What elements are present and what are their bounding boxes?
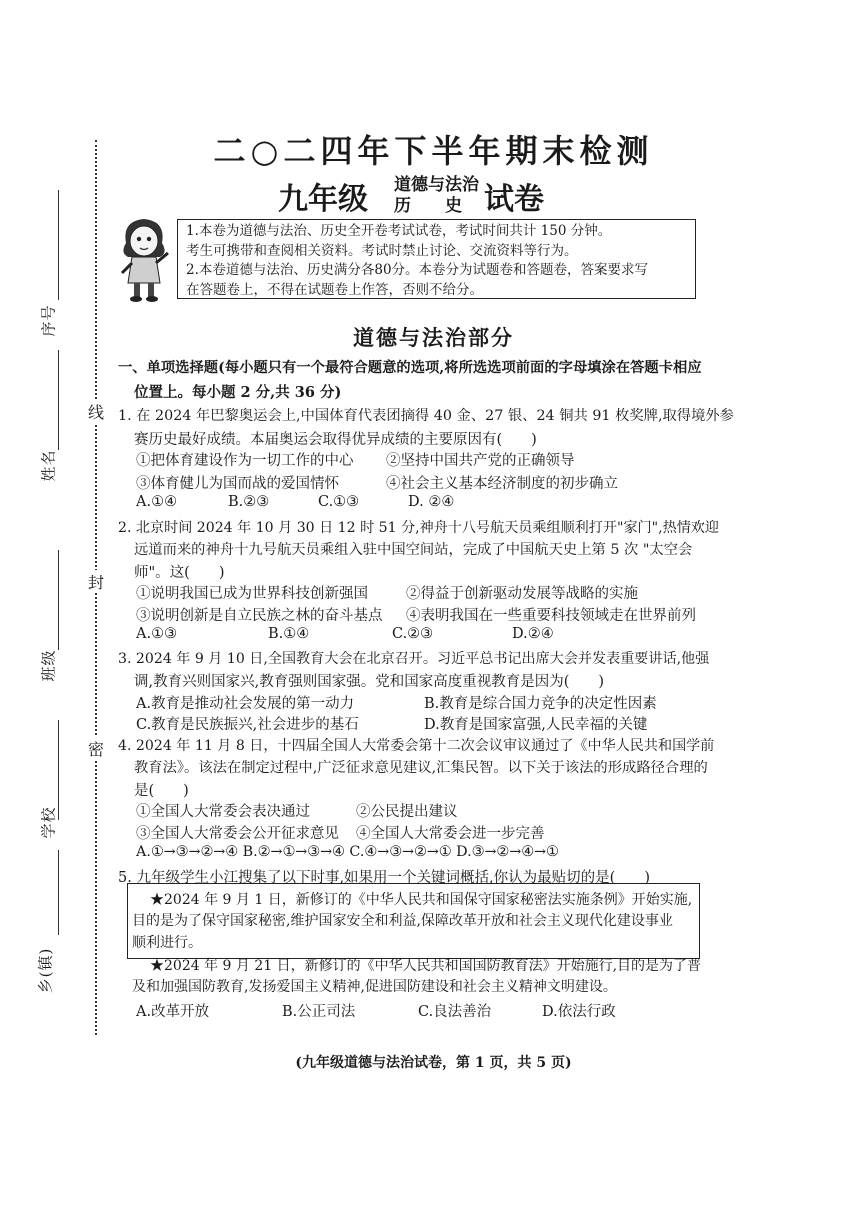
q3-option-c: C.教育是民族振兴,社会进步的基石 bbox=[136, 717, 359, 733]
q2-option-a: A.①③ bbox=[136, 626, 178, 642]
label-town: 乡(镇) bbox=[36, 947, 55, 994]
exam-notice-box bbox=[177, 219, 696, 299]
q5-option-c: C.良法善治 bbox=[418, 1004, 492, 1020]
q2-stem-cont2: 师"。这( ) bbox=[134, 565, 225, 581]
q1-statement-3: ③体育健儿为国而战的爱国情怀 bbox=[136, 476, 339, 492]
q5-news-1: ★2024 年 9 月 1 日，新修订的《中华人民共和国保守国家秘密法实施条例》开始实施, bbox=[150, 892, 693, 908]
q5-option-a: A.改革开放 bbox=[136, 1004, 210, 1020]
seal-char-seal: 封 bbox=[88, 570, 104, 593]
q5-news-1-cont: 目的是为了保守国家秘密,维护国家安全和利益,保障改革开放和社会主义现代化建设事业 bbox=[132, 913, 673, 929]
q2-stem-cont: 远道而来的神舟十九号航天员乘组入驻中国空间站，完成了中国航天史上第 5 次 "太空会 bbox=[134, 542, 693, 558]
q5-stem: 5. 九年级学生小江搜集了以下时事,如果用一个关键词概括,你认为最贴切的是( ) bbox=[118, 870, 650, 886]
label-class: 班级 bbox=[39, 649, 58, 682]
part1-heading: 一、单项选择题(每小题只有一个最符合题意的选项,将所选选项前面的字母填涂在答题卡相应 bbox=[118, 360, 702, 376]
seq-rule bbox=[58, 190, 59, 300]
q3-option-d: D.教育是国家富强,人民幸福的关键 bbox=[424, 717, 648, 733]
subtitle-grade: 九年级 bbox=[278, 182, 368, 217]
school-rule bbox=[58, 720, 59, 820]
q3-option-b: B.教育是综合国力竞争的决定性因素 bbox=[424, 696, 657, 712]
seal-char-line: 线 bbox=[88, 400, 104, 423]
notice-line: 1.本卷为道德与法治、历史全开卷考试试卷，考试时间共计 150 分钟。 bbox=[186, 223, 612, 239]
part1-heading-cont: 位置上。每小题 2 分,共 36 分) bbox=[134, 384, 342, 401]
q4-options: A.①→③→②→④ B.②→①→③→④ C.④→③→②→① D.③→②→④→① bbox=[136, 844, 559, 860]
girl-illustration bbox=[114, 213, 174, 305]
town-rule bbox=[58, 850, 59, 935]
q2-option-b: B.①④ bbox=[268, 626, 310, 642]
q2-statement-2: ②得益于创新驱动发展等战略的实施 bbox=[406, 586, 638, 602]
q1-option-c: C.①③ bbox=[318, 494, 360, 510]
q4-statement-4: ④全国人大常委会进一步完善 bbox=[356, 826, 545, 842]
exam-title: 二○二四年下半年期末检测 bbox=[213, 132, 654, 170]
subtitle-subject-bottom: 历 史 bbox=[394, 196, 462, 216]
q3-stem-cont: 调,教育兴则国家兴,教育强则国家强。党和国家高度重视教育是因为( ) bbox=[134, 674, 605, 690]
notice-line: 2.本卷道德与法治、历史满分各80分。本卷分为试题卷和答题卷，答案要求写 bbox=[186, 262, 649, 278]
q5-news-2: ★2024 年 9 月 21 日，新修订的《中华人民共和国国防教育法》开始施行,目的是为了普 bbox=[150, 958, 702, 974]
q5-option-d: D.依法行政 bbox=[542, 1004, 616, 1020]
label-seq: 序号 bbox=[39, 304, 58, 337]
subtitle-subject-top: 道德与法治 bbox=[394, 175, 479, 195]
notice-line: 考生可携带和查阅相关资料。考试时禁止讨论、交流资料等行为。 bbox=[186, 242, 578, 259]
subtitle-suffix: 试卷 bbox=[484, 182, 544, 217]
q4-statement-1: ①全国人大常委会表决通过 bbox=[136, 804, 310, 820]
label-school: 学校 bbox=[39, 806, 58, 839]
q4-statement-3: ③全国人大常委会公开征求意见 bbox=[136, 826, 339, 842]
q1-stem-cont: 赛历史最好成绩。本届奥运会取得优异成绩的主要原因有( ) bbox=[134, 432, 537, 448]
q5-news-1-cont2: 顺利进行。 bbox=[132, 935, 202, 951]
q1-statement-4: ④社会主义基本经济制度的初步确立 bbox=[386, 476, 618, 492]
q1-option-a: A.①④ bbox=[136, 494, 178, 510]
q4-statement-2: ②公民提出建议 bbox=[356, 804, 458, 820]
q2-option-d: D.②④ bbox=[512, 626, 554, 642]
q5-news-2-cont: 及和加强国防教育,发扬爱国主义精神,促进国防建设和社会主义精神文明建设。 bbox=[132, 979, 617, 995]
section-title: 道德与法治部分 bbox=[353, 325, 514, 350]
q1-statement-1: ①把体育建设作为一切工作的中心 bbox=[136, 453, 354, 469]
page-footer: (九年级道德与法治试卷，第 1 页，共 5 页) bbox=[295, 1055, 572, 1071]
class-rule bbox=[58, 550, 59, 650]
q2-option-c: C.②③ bbox=[392, 626, 434, 642]
seal-char-secret: 密 bbox=[88, 737, 104, 760]
q5-option-b: B.公正司法 bbox=[282, 1004, 356, 1020]
q2-statement-3: ③说明创新是自立民族之林的奋斗基点 bbox=[136, 608, 383, 624]
notice-line: 在答题卷上，不得在试题卷上作答，否则不给分。 bbox=[186, 281, 483, 298]
q4-stem-cont: 教育法》。该法在制定过程中,广泛征求意见建议,汇集民智。以下关于该法的形成路径合理的 bbox=[134, 760, 708, 776]
q4-stem: 4. 2024 年 11 月 8 日，十四届全国人大常委会第十二次会议审议通过了《中华人民共和国学前 bbox=[118, 738, 715, 754]
q1-option-d: D. ②④ bbox=[408, 494, 455, 510]
q2-statement-1: ①说明我国已成为世界科技创新强国 bbox=[136, 586, 368, 602]
q3-option-a: A.教育是推动社会发展的第一动力 bbox=[136, 696, 355, 712]
q2-statement-4: ④表明我国在一些重要科技领域走在世界前列 bbox=[406, 608, 696, 624]
q2-stem: 2. 北京时间 2024 年 10 月 30 日 12 时 51 分,神舟十八号航天员乘组顺利打开"家门",热情欢迎 bbox=[118, 520, 719, 536]
q1-stem: 1. 在 2024 年巴黎奥运会上,中国体育代表团摘得 40 金、27 银、24 铜共 91 枚奖牌,取得境外参 bbox=[118, 408, 734, 424]
q4-stem-cont2: 是( ) bbox=[134, 783, 189, 799]
q1-option-b: B.②③ bbox=[228, 494, 270, 510]
label-name: 姓名 bbox=[39, 449, 58, 482]
name-rule bbox=[58, 350, 59, 450]
q1-statement-2: ②坚持中国共产党的正确领导 bbox=[386, 453, 575, 469]
q3-stem: 3. 2024 年 9 月 10 日,全国教育大会在北京召开。习近平总书记出席大会并发表重要讲话,他强 bbox=[118, 651, 710, 667]
